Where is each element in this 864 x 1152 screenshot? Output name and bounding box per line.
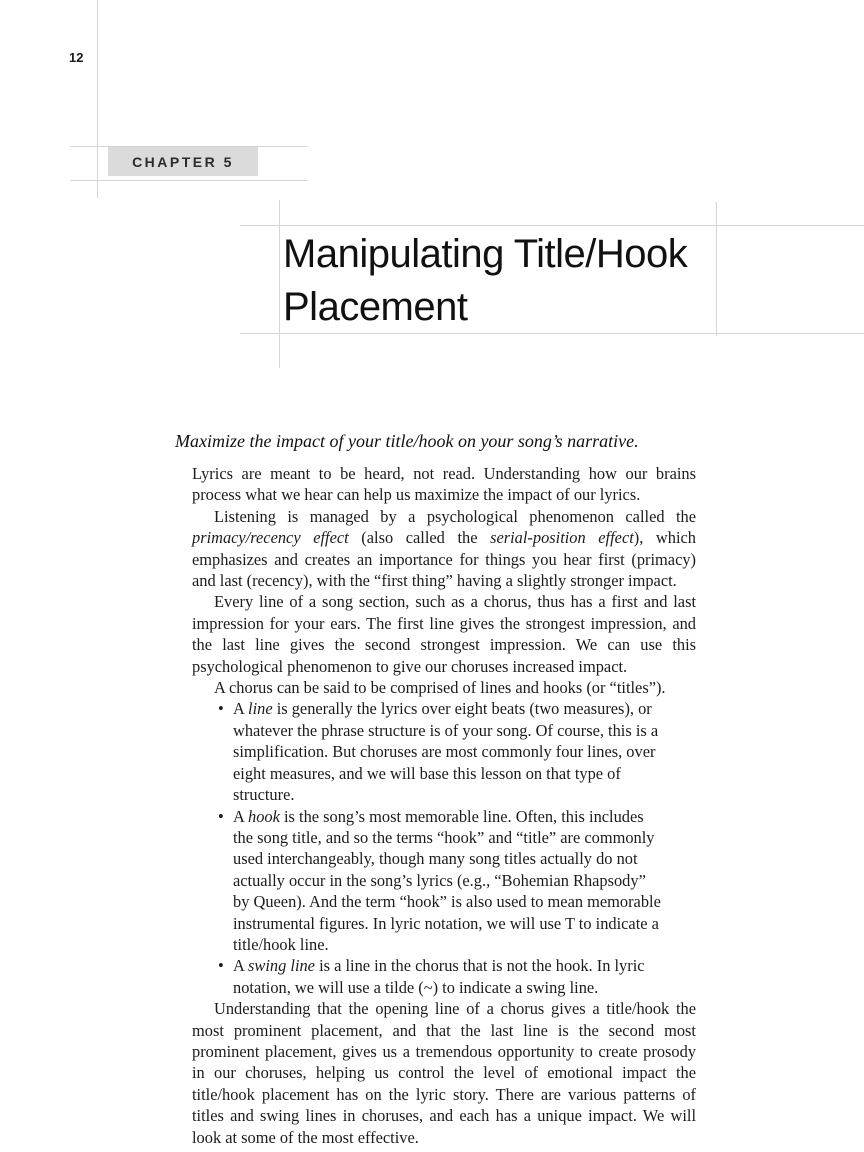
paragraph <box>192 998 696 1148</box>
chapter-title-line1: Manipulating Title/Hook <box>283 232 688 276</box>
lede-sentence: Maximize the impact of your title/hook on your song’s narrative. <box>175 431 639 451</box>
grid-line-left-vertical <box>97 0 98 198</box>
bullet-item <box>192 698 696 805</box>
chapter-label: CHAPTER 5 <box>132 153 234 170</box>
bullet-item <box>192 955 696 998</box>
bullet-marker: • <box>218 699 224 719</box>
paragraph <box>192 677 696 698</box>
paragraph <box>192 463 696 506</box>
chapter-title <box>283 228 803 334</box>
text-segment: A <box>233 806 249 826</box>
chapter-title-line2: Placement <box>283 285 468 329</box>
text-segment: A chorus can be said to be comprised of lines and hooks (or “titles”). <box>214 678 666 698</box>
text-segment: primacy/recency effect <box>192 528 349 548</box>
text-segment: ), which emphasizes and creates an importance for things you hear first (primacy) and last (recency), with the “first thing” having a slightly stronger impact. <box>192 528 696 591</box>
page-number: 12 <box>69 50 84 65</box>
text-segment: A <box>233 956 249 976</box>
paragraph <box>192 591 696 677</box>
text-segment: is the song’s most memorable line. Often, this includes the song title, and so the terms “hook” and “title” are commonly used interchangeably, though many song titles actually do not actually occur in the song’s lyrics (e.g., “Bohemian Rhapsody” by Queen). And the term “hook” is also used to mean memorable instrumental figures. In lyric notation, we will use T to indicate a title/hook line. <box>233 806 661 954</box>
text-segment: serial-position effect <box>490 528 634 548</box>
bullet-marker: • <box>218 806 224 826</box>
bullet-marker: • <box>218 956 224 976</box>
text-segment: A <box>233 699 249 719</box>
text-segment: swing line <box>248 956 315 976</box>
text-segment: is generally the lyrics over eight beats (two measures), or whatever the phrase structure is of your song. Of course, this is a simplification. But choruses are most commonly four lines, over eight measures, and we will base this lesson on that type of structure. <box>233 699 659 805</box>
grid-line-chapter-bottom <box>70 180 307 181</box>
text-segment: (also called the <box>348 528 491 548</box>
text-segment: Every line of a song section, such as a chorus, thus has a first and last impression for your ears. The first line gives the strongest impression, and the last line gives the second strongest impression. We can use this psychological phenomenon to give our choruses increased impact. <box>192 592 696 676</box>
text-segment: Lyrics are meant to be heard, not read. Understanding how our brains process what we hear can help us maximize the impact of our lyrics. <box>192 464 696 505</box>
paragraph <box>192 506 696 592</box>
text-segment: Understanding that the opening line of a chorus gives a title/hook the most prominent placement, and that the last line is the second most prominent placement, gives us a tremendous opportunity to create prosody in our choruses, helping us control the level of emotional impact the title/hook placement has on the lyric story. There are various patterns of titles and swing lines in choruses, and each has a unique impact. We will look at some of the most effective. <box>192 999 696 1147</box>
bullet-text <box>233 699 658 804</box>
body-text <box>192 463 696 1148</box>
chapter-banner <box>108 147 258 176</box>
bullet-item <box>192 806 696 956</box>
grid-line-title-top <box>240 225 864 226</box>
text-segment: line <box>248 699 273 719</box>
bullet-text <box>233 956 645 996</box>
text-segment: hook <box>248 806 280 826</box>
text-segment: Listening is managed by a psychological phenomenon called the <box>214 506 696 526</box>
bullet-text <box>233 807 661 954</box>
text-segment: is a line in the chorus that is not the hook. In lyric notation, we will use a tilde (~) to indicate a swing line. <box>233 956 645 997</box>
